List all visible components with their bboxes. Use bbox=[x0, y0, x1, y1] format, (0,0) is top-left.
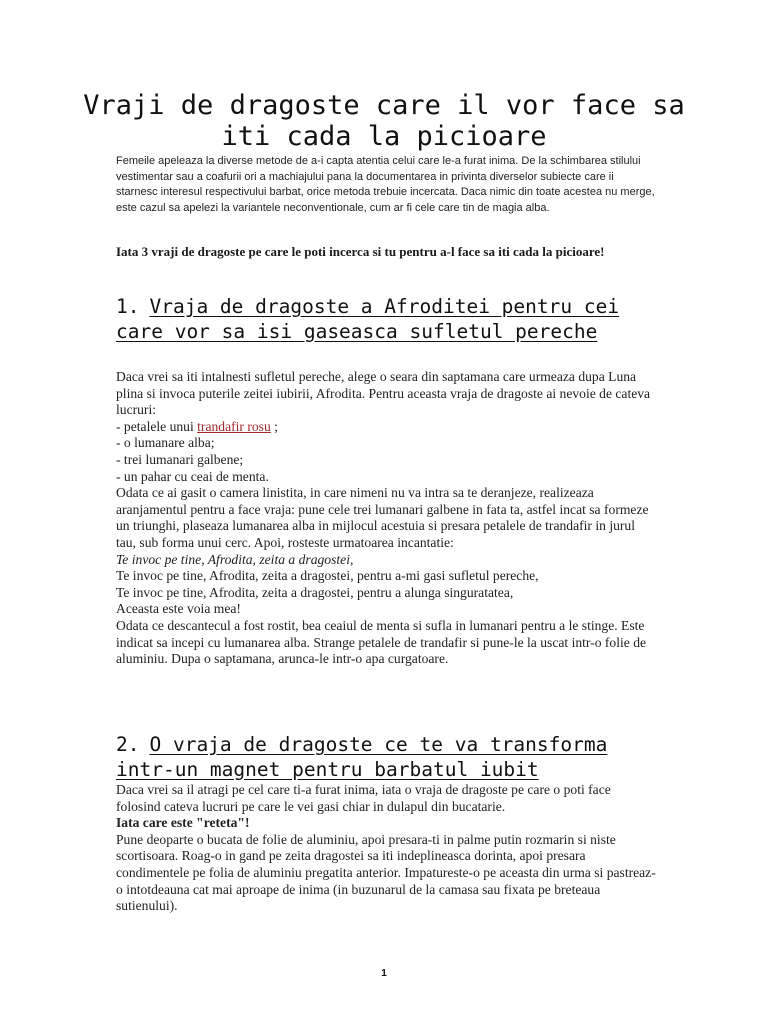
section2-body bbox=[116, 782, 656, 915]
section1-heading-text: Vraja de dragoste a Afroditei pentru cei care vor sa isi gaseasca sufletul pereche bbox=[116, 295, 620, 343]
list-item: - o lumanare alba; bbox=[116, 435, 215, 451]
section2-para2: Pune deoparte o bucata de folie de aluminiu, apoi presara-ti in palme putin rozmarin si niste scortisoara. Roag-o in gand pe zeita dragostei sa iti indeplineasca dorinta, apoi presara condimentele pe folia de aluminiu pregatita anterior. Impatureste-o pe aceasta din urma si pastreaz-o intotdeauna cat mai aproape de inima (in buzunarul de la camasa sau fixata pe breteaua sutienului). bbox=[116, 831, 656, 914]
list-item bbox=[116, 419, 656, 436]
section1-number: 1. bbox=[116, 295, 140, 318]
incantation-line: Te invoc pe tine, Afrodita, zeita a dragostei, pentru a-mi gasi sufletul pereche, bbox=[116, 568, 539, 584]
section2-para1: Daca vrei sa il atragi pe cel care ti-a furat inima, iata o vraja de dragoste pe care o poti face folosind cateva lucruri pe care le vei gasi chiar in dulapul din bucatarie. bbox=[116, 782, 611, 814]
section2-number: 2. bbox=[116, 733, 140, 756]
incantation-line: Te invoc pe tine, Afrodita, zeita a dragostei, pentru a alunga singuratatea, bbox=[116, 584, 514, 600]
section1-body bbox=[116, 369, 656, 668]
section1-para3: Odata ce descantecul a fost rostit, bea ceaiul de menta si sufla in lumanari pentru a le stinge. Este indicat sa incepi cu lumanarea alba. Strange petalele de trandafir si pune-le la uscat intr-o folie de aluminiu. Dupa o saptamana, arunca-le intr-o apa curgatoare. bbox=[116, 617, 647, 667]
recipe-label: Iata care este "reteta"! bbox=[116, 815, 250, 831]
page-title: Vraji de dragoste care il vor face sa iti cada la picioare bbox=[83, 90, 685, 152]
list-item: - trei lumanari galbene; bbox=[116, 451, 244, 467]
intro-paragraph: Femeile apeleaza la diverse metode de a-i capta atentia celui care le-a furat inima. De la schimbarea stilului vestimentar sau a coafurii ori a machiajului pana la documentarea in privinta diverselor subiecte care ii starnesc interesul respectivului barbat, orice metoda trebuie incercata. Daca nimic din toate acestea nu merge, este cazul sa apelezi la variantele neconventionale, cum ar fi cele care tin de magia alba. bbox=[116, 155, 655, 214]
list-item-suffix: ; bbox=[270, 418, 278, 434]
section1-para1: Daca vrei sa iti intalnesti sufletul pereche, alege o seara din saptamana care urmeaza dupa Luna plina si invoca puterile zeitei iubirii, Afrodita. Pentru aceasta vraja de dragoste ai nevoie de cateva lucruri: bbox=[116, 369, 651, 418]
incantation-line: Te invoc pe tine, Afrodita, zeita a dragostei, bbox=[116, 551, 354, 567]
section2-heading-text: O vraja de dragoste ce te va transforma intr-un magnet pentru barbatul iubit bbox=[116, 733, 608, 781]
page-number: 1 bbox=[381, 968, 387, 979]
list-item-prefix: - petalele unui bbox=[116, 418, 198, 434]
section2-heading bbox=[116, 733, 656, 782]
list-item: - un pahar cu ceai de menta. bbox=[116, 468, 269, 484]
intro-bold-paragraph: Iata 3 vraji de dragoste pe care le poti incerca si tu pentru a-l face sa iti cada la picioare! bbox=[116, 244, 605, 259]
incantation-line: Aceasta este voia mea! bbox=[116, 601, 241, 617]
trandafir-rosu-link[interactable]: trandafir rosu bbox=[197, 418, 271, 434]
section1-heading bbox=[116, 295, 656, 344]
section1-para2: Odata ce ai gasit o camera linistita, in care nimeni nu va intra sa te deranjeze, realizeaza aranjamentul pentru a face vraja: pune cele trei lumanari galbene in fata ta, astfel incat sa formeze un triunghi, plaseaza lumanarea alba in mijlocul acestuia si presara petalele de trandafir in jurul tau, sub forma unui cerc. Apoi, rosteste urmatoarea incantatie: bbox=[116, 485, 649, 550]
